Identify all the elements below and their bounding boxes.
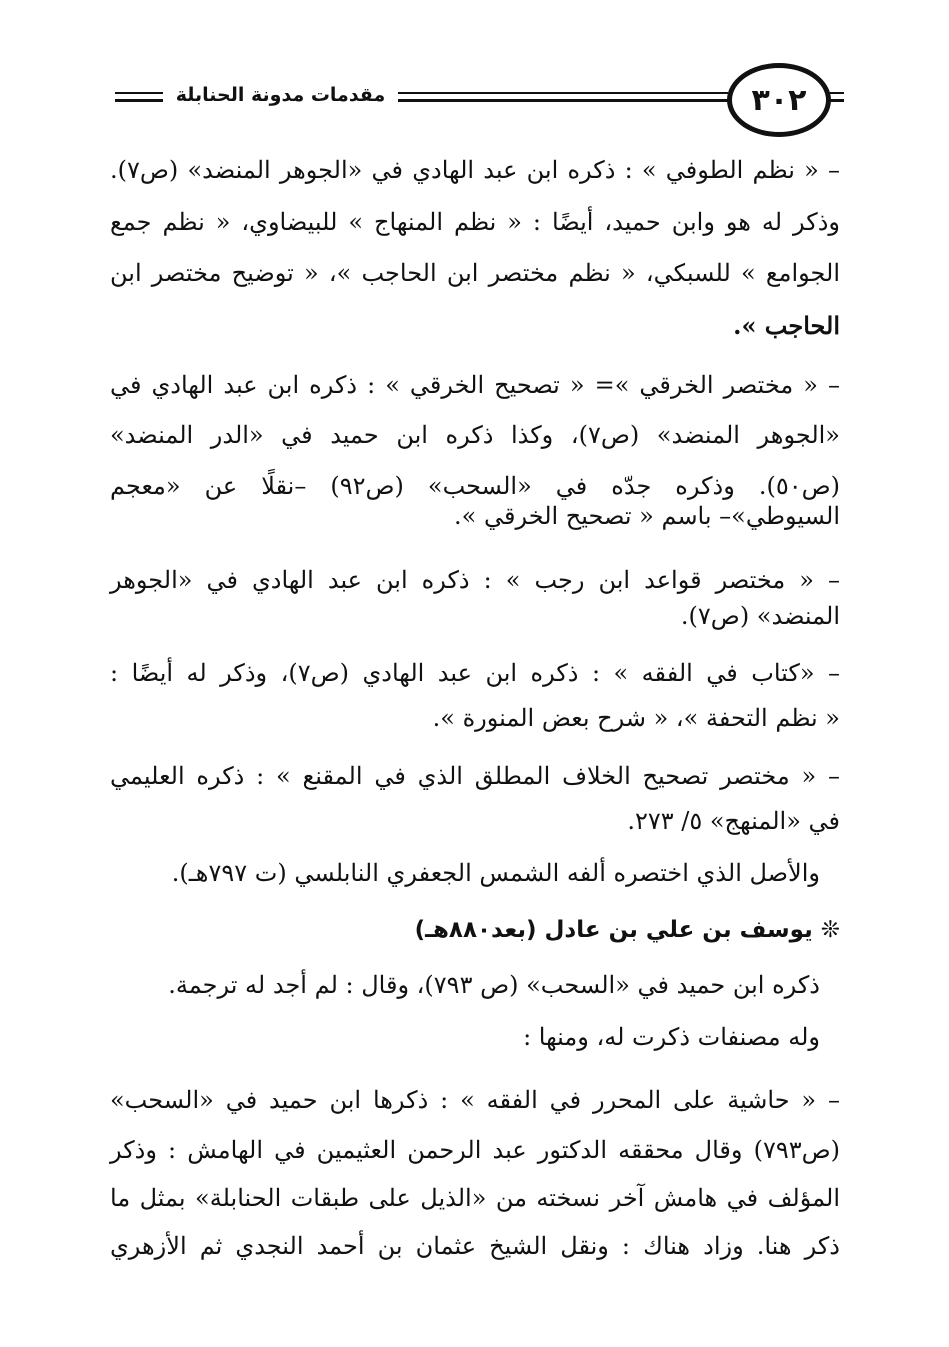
text-line: ذكر هنا. وزاد هناك : ونقل الشيخ عثمان بن أحمد النجدي ثم الأزهري [110, 1232, 840, 1260]
text-line: المنضد» (ص٧). [680, 602, 840, 630]
section-heading: ❊ يوسف بن علي بن عادل (بعد٨٨٠هـ) [414, 917, 840, 943]
text-line: – « مختصر الخرقي »= « تصحيح الخرقي » : ذكره ابن عبد الهادي في [110, 371, 840, 399]
text-line: ذكره ابن حميد في «السحب» (ص ٧٩٣)، وقال : لم أجد له ترجمة. [168, 971, 820, 999]
header-rule-mid-top [398, 92, 728, 94]
text-line: – «كتاب في الفقه » : ذكره ابن عبد الهادي (ص٧)، وذكر له أيضًا : [110, 659, 840, 687]
text-line: – « حاشية على المحرر في الفقه » : ذكرها ابن حميد في «السحب» [110, 1086, 840, 1114]
text-line: في «المنهج» ٥/ ٢٧٣. [627, 807, 840, 835]
text-line: وذكر له هو وابن حميد، أيضًا : « نظم المنهاج » للبيضاوي، « نظم جمع [110, 208, 840, 236]
text-line: الحاجب ». [733, 311, 840, 340]
text-line: (ص٥٠). وذكره جدّه في «السحب» (ص٩٢) –نقلًا عن «معجم [110, 472, 841, 500]
text-line: «الجوهر المنضد» (ص٧)، وكذا ذكره ابن حميد في «الدر المنضد» [110, 421, 840, 449]
text-line: السيوطي»– باسم « تصحيح الخرقي ». [454, 502, 840, 530]
header-rule-left-bottom [115, 99, 165, 102]
text-line: الجوامع » للسبكي، « نظم مختصر ابن الحاجب »، « توضيح مختصر ابن [110, 259, 840, 287]
page-number-badge: ٣٠٢ [727, 63, 831, 137]
text-line: والأصل الذي اختصره ألفه الشمس الجعفري النابلسي (ت ٧٩٧هـ). [171, 859, 820, 887]
text-line: – « نظم الطوفي » : ذكره ابن عبد الهادي في «الجوهر المنضد» (ص٧). [110, 156, 840, 184]
header-rule-mid-bottom [398, 99, 728, 102]
header-rule-right-top [830, 92, 844, 94]
running-title: مقدمات مدونة الحنابلة [163, 84, 398, 106]
text-line: وله مصنفات ذكرت له، ومنها : [523, 1023, 820, 1051]
page-header [0, 0, 949, 150]
header-rule-left-top [115, 92, 165, 94]
text-line: – « مختصر تصحيح الخلاف المطلق الذي في المقنع » : ذكره العليمي [110, 762, 840, 790]
text-line: (ص٧٩٣) وقال محققه الدكتور عبد الرحمن العثيمين في الهامش : وذكر [110, 1136, 840, 1164]
text-line: – « مختصر قواعد ابن رجب » : ذكره ابن عبد الهادي في «الجوهر [110, 566, 840, 594]
text-line: المؤلف في هامش آخر نسخته من «الذيل على طبقات الحنابلة» بمثل ما [110, 1184, 840, 1212]
text-line: « نظم التحفة »، « شرح بعض المنورة ». [432, 704, 840, 732]
header-rule-right-bottom [830, 99, 844, 102]
